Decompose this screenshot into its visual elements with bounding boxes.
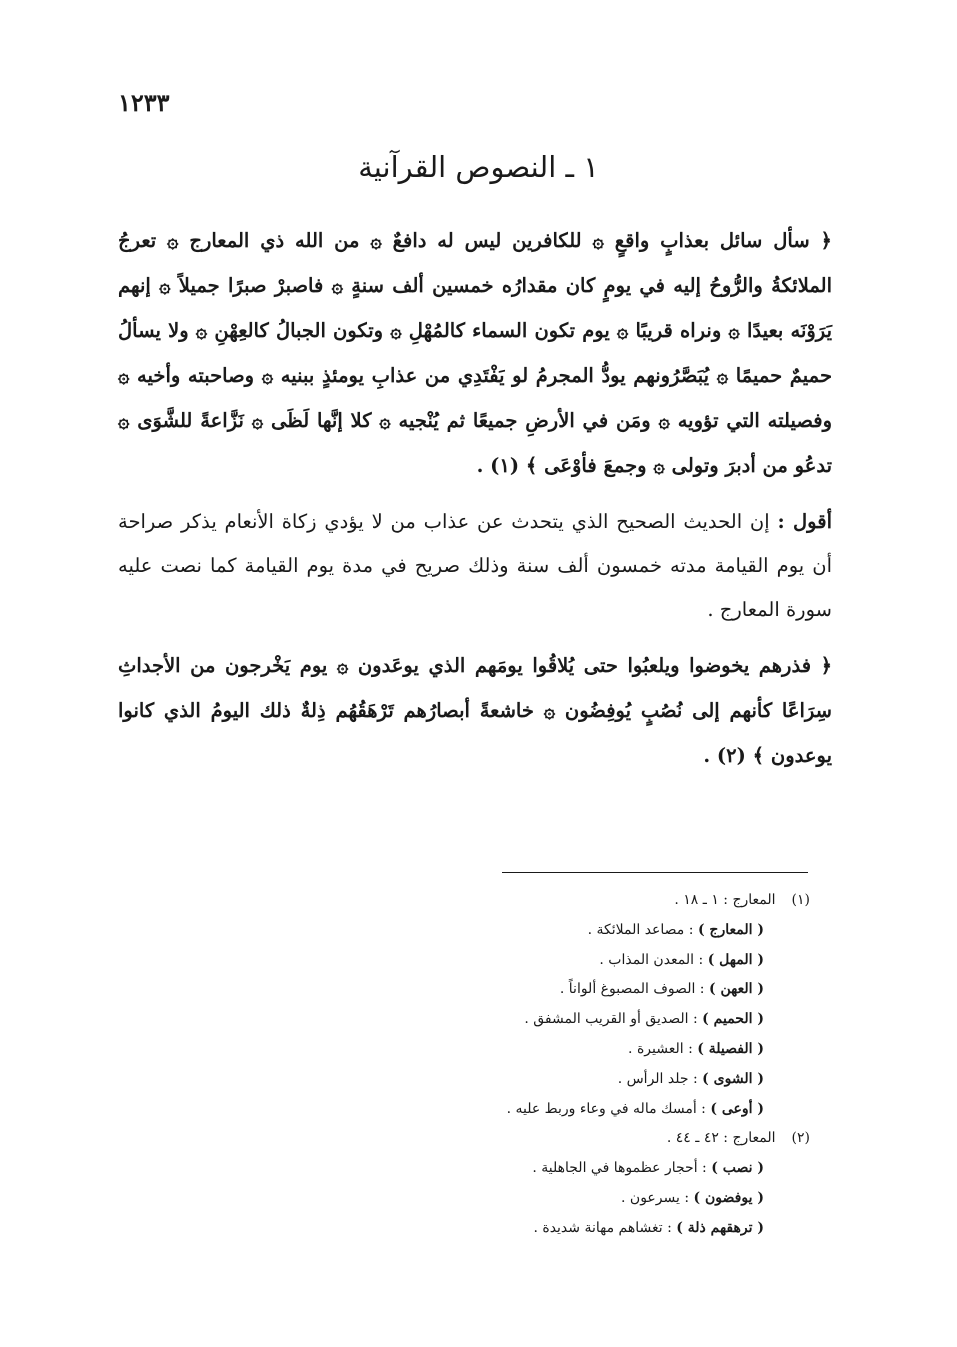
footnote-ref-line [380, 1124, 810, 1154]
commentary-text: إن الحديث الصحيح الذي يتحدث عن عذاب من لا يؤدي زكاة الأنعام يذكر صراحة أن يوم القيامة مدته خمسون ألف سنة وذلك صريح في مدة يوم القيامة كما نصت عليه سورة المعارج . [118, 510, 832, 621]
footnote-ref: المعارج : ٤٢ ـ ٤٤ . [666, 1130, 776, 1147]
commentary-label: أقول : [777, 510, 832, 533]
gloss-term: ( المعارج ) [697, 921, 764, 938]
quran-passage-2: ﴿ فذرهم يخوضوا ويلعبُوا حتى يُلاقُوا يومَهم الذي يوعَدون ۞ يوم يَخْرجون من الأجداثِ سِرَاعًا كأنهم إلى نُصُبٍ يُوفِضُون ۞ خاشعةً أبصارُهم تَرْهَقُهُم ذِلةٌ ذلك اليومُ الذي كانوا يوعدون ﴾ (٢) . [118, 654, 832, 767]
gloss-definition: : تغشاهم مهانة شديدة . [533, 1219, 672, 1236]
quran-passage-1: ﴿ سأل سائل بعذابٍ واقعٍ ۞ للكافرين ليس له دافعٌ ۞ من الله ذي المعارج ۞ تعرجُ الملائكةُ والرُّوحُ إليه في يومٍ كان مقدارُه خمسين ألف سنةٍ ۞ فاصبرْ صبرًا جميلاً ۞ إنهم يَرَوْنَه بعيدًا ۞ ونراه قريبًا ۞ يوم تكون السماء كالمُهْلِ ۞ وتكون الجبالُ كالعِهْنِ ۞ ولا يسألُ حميمٌ حميمًا ۞ يُبَصَّرُونهم يودُّ المجرمُ لو يَفْتَدِي من عذابِ يومئذٍ ببنيه ۞ وصاحبته وأخيه ۞ وفصيلته التي تؤويه ۞ ومَن في الأرضِ جميعًا ثم يُنْجيه ۞ كلا إنَّها لَظَى ۞ نَزَّاعةً للشَّوَى ۞ تدعُو من أدبرَ وتولى ۞ وجمعَ فأوْعَى ﴾ (١) . [118, 229, 832, 477]
gloss-term: ( أوعى ) [710, 1100, 764, 1117]
footnote-gloss [380, 916, 810, 946]
footnote-divider [502, 872, 808, 873]
gloss-term: ( نصب ) [711, 1160, 764, 1177]
gloss-term: ( المهل ) [707, 951, 764, 968]
gloss-term: ( الحميم ) [702, 1011, 764, 1028]
footnote-gloss [380, 975, 810, 1005]
gloss-definition: : مصاعد الملائكة . [587, 921, 694, 938]
gloss-term: ( ترهقهم ذلة ) [676, 1219, 764, 1236]
gloss-term: ( الفصيلة ) [697, 1040, 764, 1057]
gloss-definition: : الصديق أو القريب المشفق . [524, 1011, 698, 1028]
page-number: ١٢٣٣ [118, 88, 170, 117]
gloss-definition: : العشيرة . [628, 1040, 693, 1057]
gloss-term: ( الشوى ) [702, 1070, 764, 1087]
footnote-ref-line [380, 886, 810, 916]
gloss-term: ( يوفضون ) [693, 1189, 764, 1206]
section-title: ١ ـ النصوص القرآنية [358, 150, 599, 184]
footnote-gloss [380, 946, 810, 976]
footnote-gloss [380, 1184, 810, 1214]
gloss-term: ( العهن ) [708, 981, 764, 998]
footnote-gloss [380, 1095, 810, 1125]
commentary-paragraph [118, 500, 832, 632]
footnote-gloss [380, 1035, 810, 1065]
footnote-ref: المعارج : ١ ـ ١٨ . [674, 892, 776, 908]
gloss-definition: : أمسك ماله في وعاء وربط عليه . [506, 1100, 706, 1117]
footnote-gloss [380, 1005, 810, 1035]
gloss-definition: : أحجار عظموها في الجاهلية . [532, 1160, 707, 1177]
footnote-number: (١) [791, 892, 810, 908]
footnote-gloss [380, 1214, 810, 1244]
gloss-definition: : الصوف المصبوغ ألواناً . [559, 981, 705, 998]
footnotes [380, 886, 810, 1244]
gloss-definition: : يسرعون . [621, 1189, 690, 1206]
gloss-definition: : جلد الرأس . [617, 1070, 698, 1087]
footnote-gloss [380, 1154, 810, 1184]
footnote-gloss [380, 1065, 810, 1095]
footnote-number: (٢) [791, 1130, 810, 1147]
gloss-definition: : المعدن المذاب . [599, 951, 704, 968]
